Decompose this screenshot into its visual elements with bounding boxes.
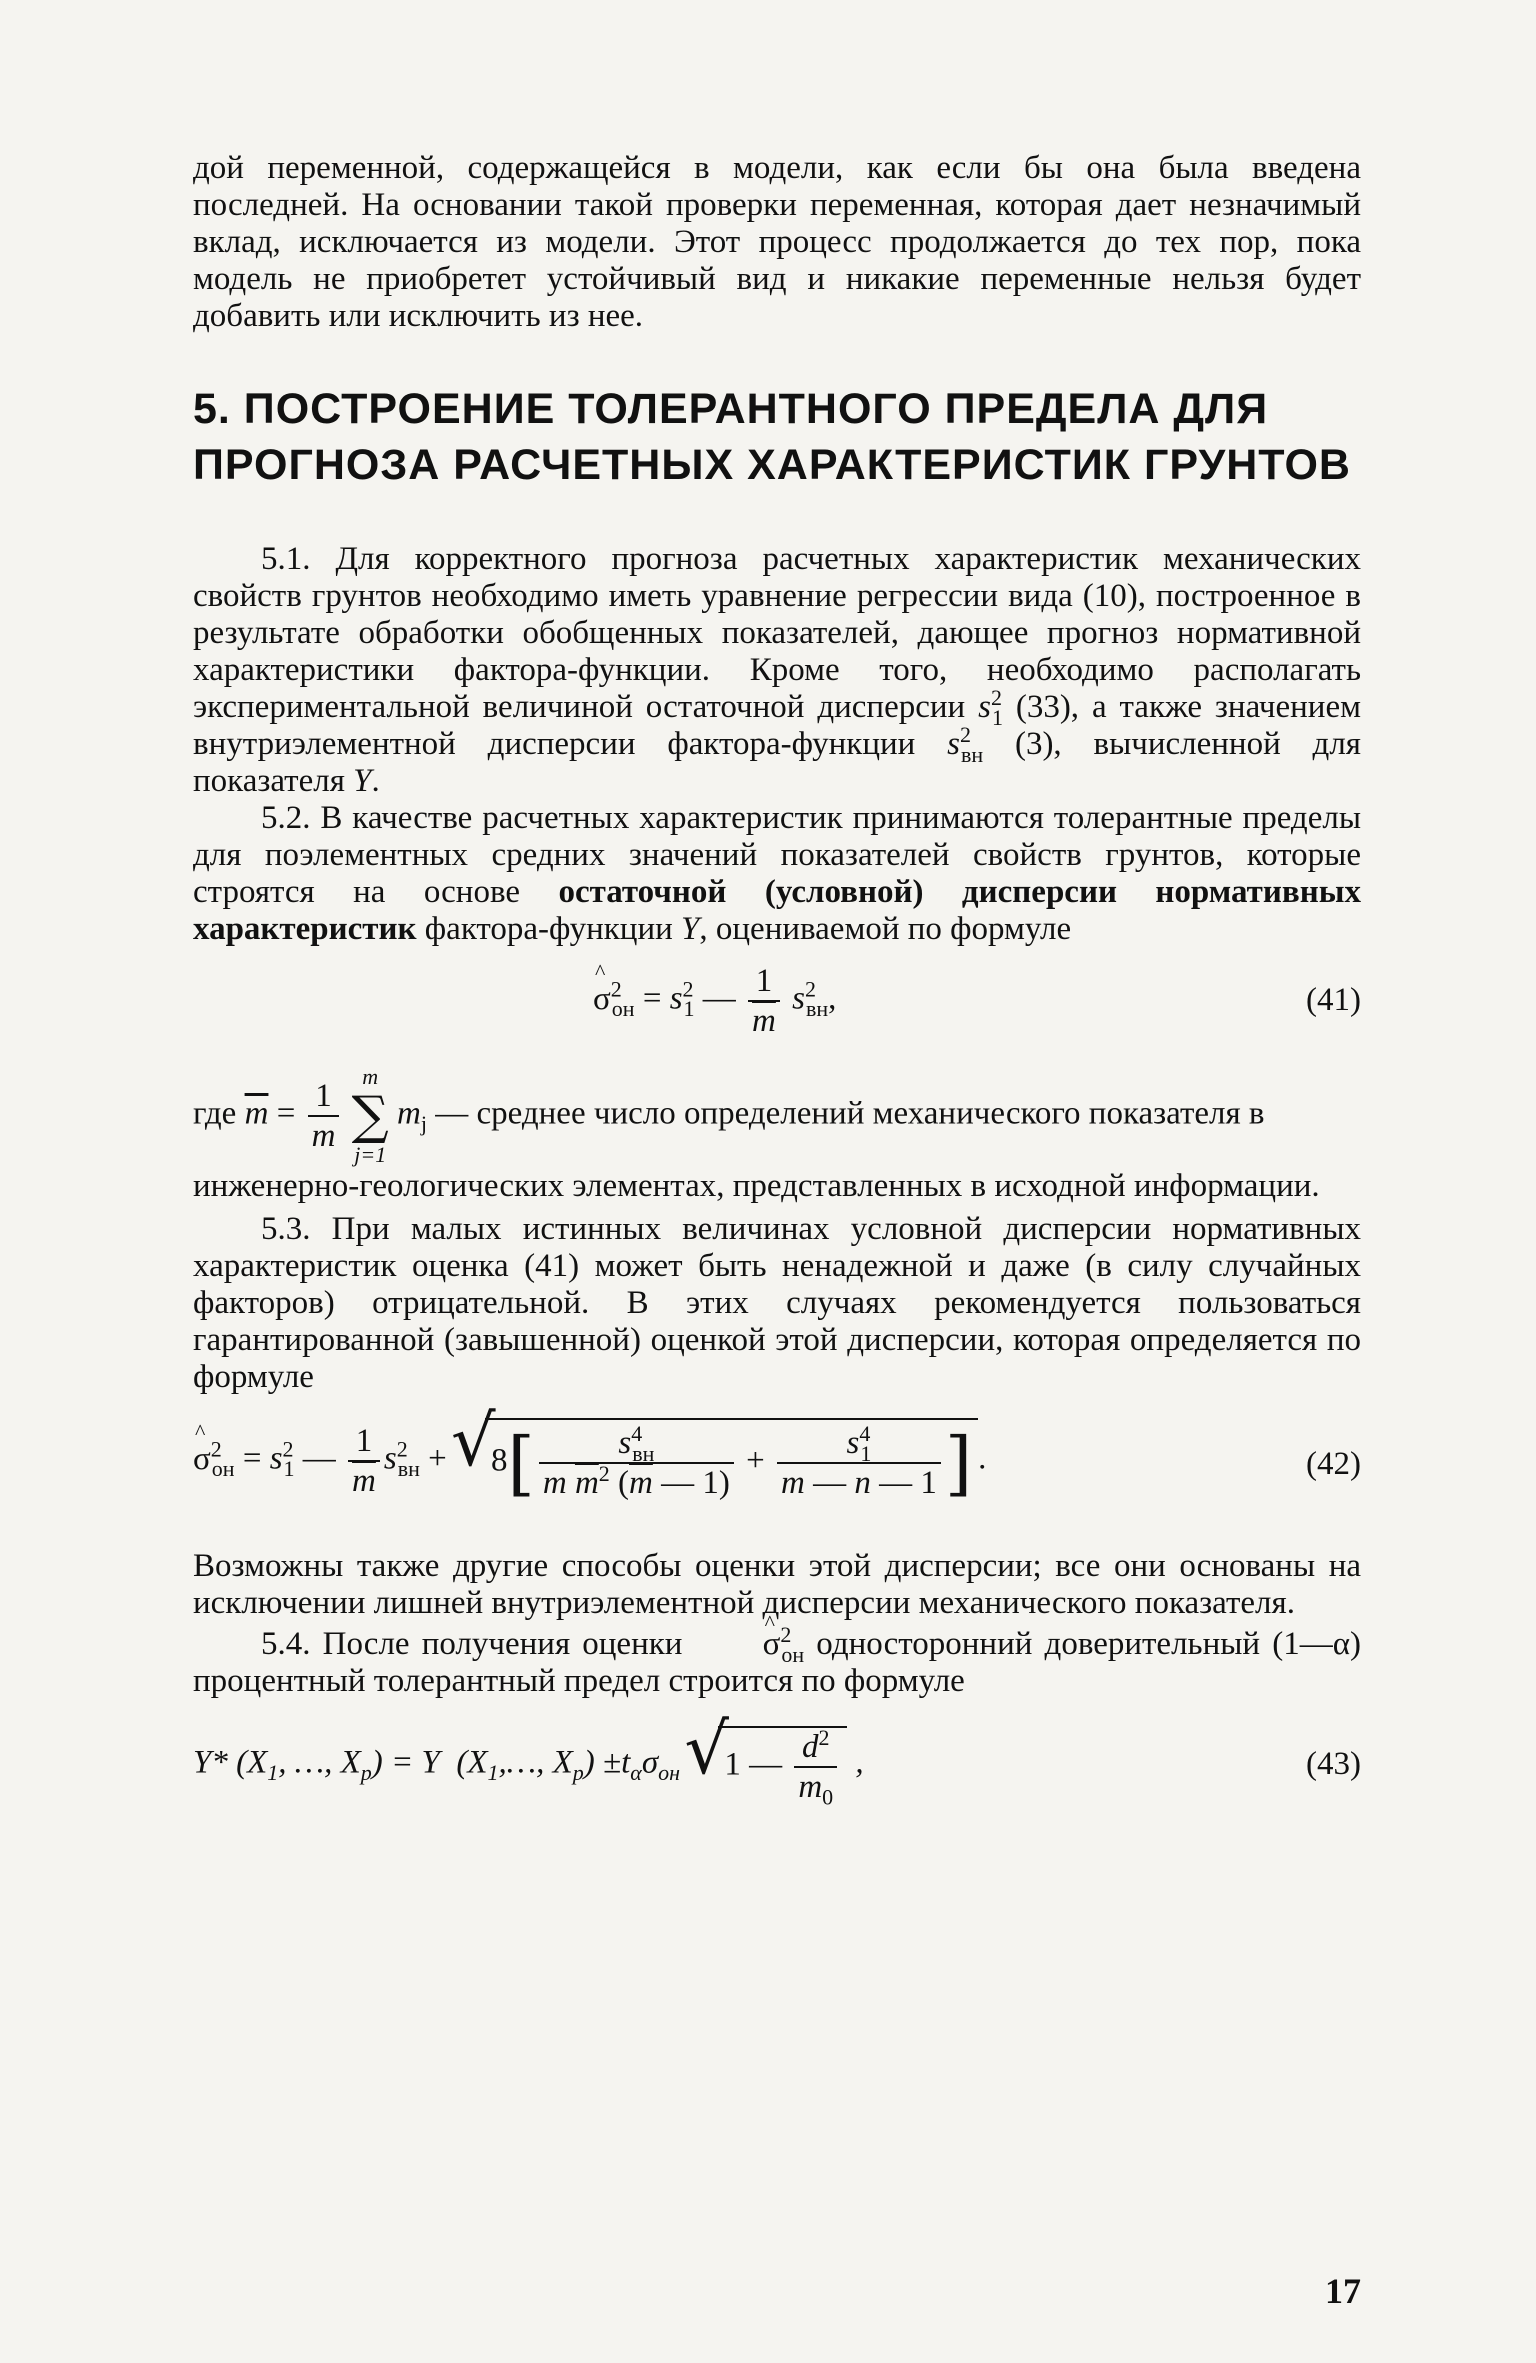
clause-number: 5.1. [261, 541, 311, 577]
paragraph-5-4: 5.4. После получения оценки ^ $\sigma^2_{он}$ односторонний доверительный (1—α) процентный толерантный предел строится по формуле [193, 1626, 1361, 1700]
bold-term: остаточной (условной) дисперсии нормативных характеристик [193, 874, 1361, 947]
clause-number: 5.3. [261, 1211, 311, 1247]
clause-number: 5.2. [261, 800, 311, 836]
equation-41: ^ $\sigma^2_{он} = s^2_1$ — $\frac{1}{m}$ $s^2_{вн}$, (41) [193, 954, 1361, 1054]
paragraph-5-2: 5.2. В качестве расчетных характеристик принимаются толерантные пределы для поэлементных средних значений показателей свойств грунтов, которые строятся на основе остаточной (условной) дисперсии нормативных характеристик фактора-функции Y, оцениваемой по формуле [193, 800, 1361, 947]
section-title: 5. ПОСТРОЕНИЕ ТОЛЕРАНТНОГО ПРЕДЕЛА ДЛЯ ПРОГНОЗА РАСЧЕТНЫХ ХАРАКТЕРИСТИК ГРУНТОВ [193, 385, 1351, 489]
paragraph-other-methods: Возможны также другие способы оценки этой дисперсии; все они основаны на исключении лишней внутриэлементной дисперсии механического показателя. [193, 1548, 1361, 1621]
equation-number: (43) [1306, 1746, 1361, 1782]
page-number: 17 [1325, 2271, 1361, 2311]
where-clause: где $\overline{m}$ = $\frac{1}{m}$ m ∑ j=1 $m_j$ — среднее число определений механического показателя в инженерно-геологических элементах, представленных в исходной информации. [193, 1064, 1320, 1204]
paragraph-5-1: 5.1. Для корректного прогноза расчетных характеристик механических свойств грунтов необходимо иметь уравнение регрессии вида (10), построенное в результате обработки обобщенных показателей, дающее прогноз нормативной характеристики фактора-функции. Кроме того, необходимо располагать экспериментальной величиной остаточной дисперсии $s^2_1$ (33), а также значением внутриэлементной дисперсии фактора-функции $s^2_{вн}$ (3), вычисленной для показателя Y. [193, 541, 1361, 799]
equation-43: Y* ($X_1$, …, $X_p) = Y$ ($X_1,\dots$, $X_p) \pm t_\alpha\sigma_{он}$ √ 1 — $\frac{d^2}{m_0}$ , (43) [193, 1706, 1361, 1836]
equation-number: (42) [1306, 1446, 1361, 1482]
paragraph-5-3: 5.3. При малых истинных величинах условной дисперсии нормативных характеристик оценка (41) может быть ненадежной и даже (в силу случайных факторов) отрицательной. В этих случаях рекомендуется пользоваться гарантированной (завышенной) оценкой этой дисперсии, которая определяется по формуле [193, 1211, 1361, 1395]
intro-paragraph: дой переменной, содержащейся в модели, как если бы она была введена последней. На основании такой проверки переменная, которая дает незначимый вклад, исключается из модели. Этот процесс продолжается до тех пор, пока модель не приобретет устойчивый вид и никакие переменные нельзя будет добавить или исключить из нее. [193, 150, 1361, 334]
equation-42: ^ $\sigma^2_{он} = s^2_1$ — $\frac{1}{m}$ $s^2_{вн}$ + √ 8[ $\frac{s^4_{вн}}{m \overline{m}^2 (\overline{m} — 1)}$ + $\frac{s^4_1}{m — n — 1}$ ] . (42) [193, 1402, 1361, 1538]
equation-number: (41) [1306, 982, 1361, 1018]
clause-number: 5.4. [261, 1626, 311, 1662]
